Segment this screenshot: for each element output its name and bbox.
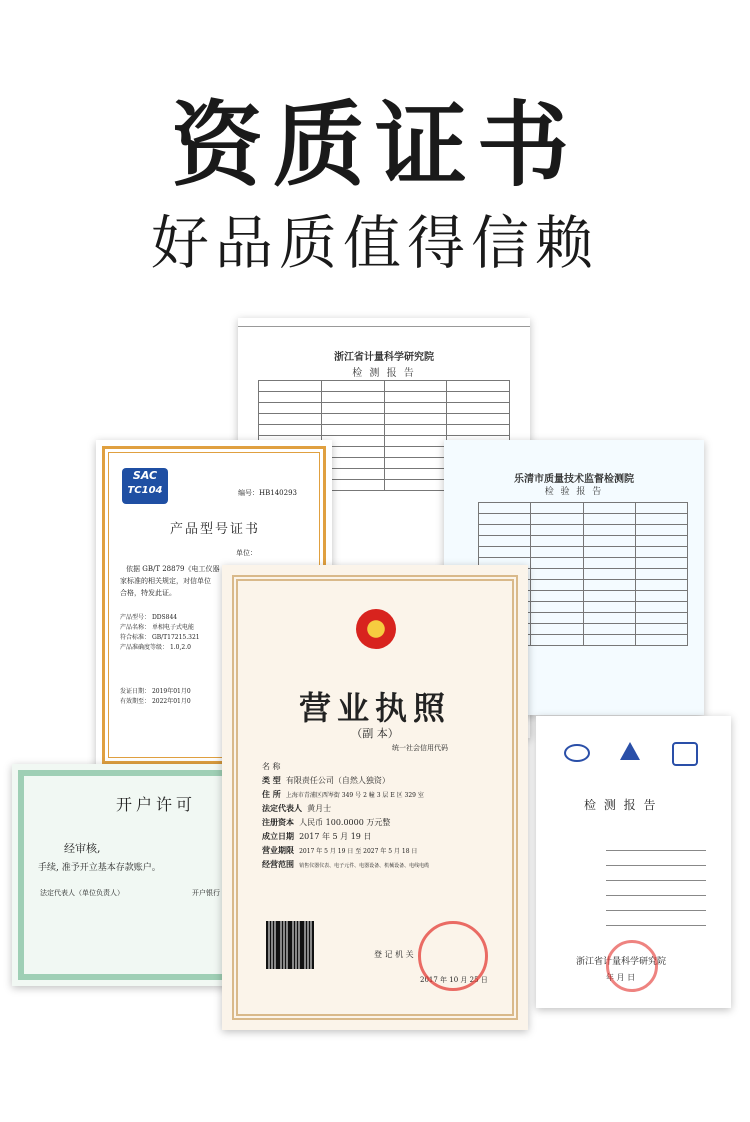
detection-year: 年 月 日 [606, 973, 636, 982]
report-org: 浙江省计量科学研究院 [334, 352, 434, 363]
account-opening-permit [12, 764, 242, 986]
logo-text-sac: SAC [132, 469, 158, 482]
certificate-field: 产品名称： 单相电子式电能 [120, 624, 194, 631]
national-emblem-icon [356, 609, 396, 649]
qr-code-icon [266, 921, 314, 969]
license-registrar: 登 记 机 关 [374, 950, 414, 959]
certificate-unit: 单位： [236, 549, 257, 557]
license-row: 类 型 有限责任公司（自然人独资） [262, 775, 390, 785]
certificate-title: 产品型号证书 [170, 522, 261, 537]
certificate-field: 产品型号： DDS844 [120, 614, 178, 621]
permit-legal-rep: 法定代表人（单位负责人） [40, 889, 124, 897]
leqing-org: 乐清市质量技术监督检测院 [514, 474, 634, 485]
license-credit-code-label: 统一社会信用代码 [392, 744, 448, 752]
license-row: 营业期限 2017 年 5 月 19 日 至 2027 年 5 月 18 日 [262, 845, 418, 855]
license-row: 法定代表人 黄月士 [262, 803, 332, 813]
certificate-field: 产品准确度等级： 1.0,2.0 [120, 644, 191, 651]
cnas-logo-icon [672, 742, 698, 766]
license-row: 住 所 上海市青浦区西岑街 349 号 2 幢 3 层 E 区 329 室 [262, 789, 424, 799]
report-title: 检 测 报 告 [352, 368, 416, 379]
certificate-body-2: 家标准的相关规定，对信单位 [120, 577, 211, 585]
permit-bank: 开户银行 [192, 889, 220, 897]
license-copy: （副 本） [351, 727, 399, 740]
certificate-serial: 编号：HB140293 [238, 489, 297, 497]
detection-org: 浙江省计量科学研究院 [576, 957, 667, 967]
detection-fields [606, 836, 706, 926]
certificate-body-1: 依据 GB/T 28879《电工仪器 [126, 565, 220, 573]
license-title: 营业执照 [298, 689, 451, 727]
sac-logo [122, 468, 168, 504]
license-row: 成立日期 2017 年 5 月 19 日 [262, 831, 372, 841]
business-license [222, 565, 528, 1030]
rule-line [238, 326, 530, 327]
detection-report [536, 716, 731, 1008]
certificate-issue-date: 发证日期： 2019年01月0 [120, 688, 191, 695]
permit-basic-account: 手续, 准予开立基本存款账户。 [38, 863, 161, 873]
permit-title: 开户许可 [116, 795, 197, 814]
license-row: 注册资本 人民币 100.0000 万元整 [262, 817, 391, 827]
certificate-body-3: 合格，特发此证。 [120, 589, 176, 597]
red-seal-icon [606, 940, 658, 992]
cal-logo-icon [620, 742, 640, 760]
logo-text-tc: TC104 [127, 485, 163, 496]
cma-logo-icon [564, 744, 590, 762]
leqing-title: 检 验 报 告 [544, 487, 604, 497]
certificate-field: 符合标准： GB/T17215.321 [120, 634, 200, 641]
page-title: 资质证书 [170, 92, 579, 199]
permit-approval: 经审核, [64, 842, 101, 855]
red-seal-icon [418, 921, 488, 991]
license-row: 经营范围 销售仪器仪表、电子元件、电器设备、机械设备、电线电缆 [262, 859, 430, 869]
license-date: 2017 年 10 月 25 日 [420, 976, 488, 984]
certificate-valid-date: 有效期至： 2022年01月0 [120, 698, 191, 705]
page-subtitle: 好品质值得信赖 [150, 209, 599, 277]
detection-title: 检 测 报 告 [584, 798, 658, 812]
license-name: 名 称 [262, 762, 281, 771]
